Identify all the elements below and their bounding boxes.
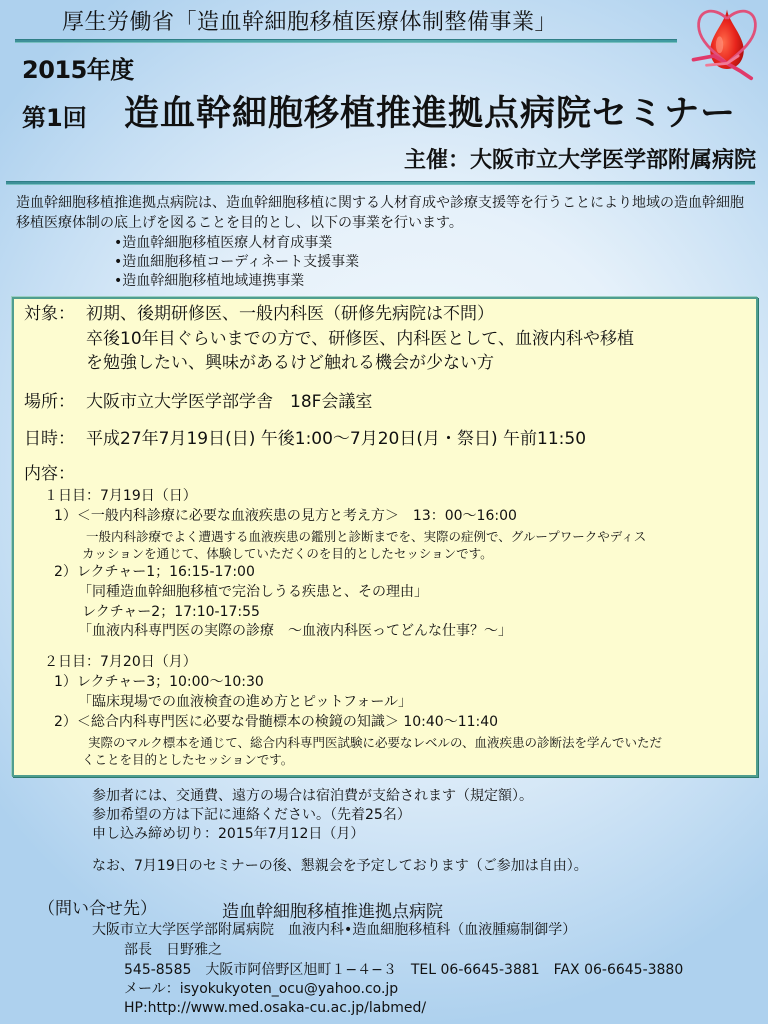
- contact-homepage-link[interactable]: HP:http://www.med.osaka-cu.ac.jp/labmed/: [124, 1000, 427, 1016]
- seminar-title: 造血幹細胞移植推進拠点病院セミナー: [124, 94, 737, 134]
- intro-text: 造血幹細胞移植推進拠点病院は、造血幹細胞移植に関する人材育成や診療支援等を行うことにより地域の造血幹細胞移植医療体制の底上げを図ることを目的とし、以下の事業を行います。: [16, 195, 744, 231]
- day1-session1-title: 1）＜一般内科診療に必要な血液疾患の見方と考え方＞ 13：00〜16:00: [54, 508, 517, 524]
- target-label: 対象：: [24, 304, 75, 324]
- contact-head: 部長 日野雅之: [124, 942, 222, 958]
- place-value: 大阪市立大学医学部学舎 18F会議室: [86, 392, 373, 412]
- day1-session1-desc: 一般内科診療でよく遭遇する血液疾患の鑑別と診断までを、実際の症例で、グループワークやディス: [86, 529, 647, 544]
- note-line: 申し込み締め切り：2015年7月12日（月）: [92, 826, 365, 842]
- day2-session2-desc: くことを目的としたセッションです。: [82, 752, 294, 767]
- day1-lecture2-title: 「血液内科専門医の実際の診療 〜血液内科医ってどんな仕事？〜」: [78, 623, 512, 639]
- contact-label: （問い合せ先）: [38, 899, 157, 919]
- day1-lecture2: レクチャー2；17:10-17:55: [82, 604, 260, 620]
- target-line: 初期、後期研修医、一般内科医（研修先病院は不問）: [86, 304, 494, 324]
- ministry-program-title: 厚生労働省「造血幹細胞移植医療体制整備事業」: [62, 10, 558, 35]
- day2-lecture3-title: 「臨床現場での血液検査の進め方とピットフォール」: [78, 694, 413, 710]
- content-label: 内容：: [24, 464, 75, 484]
- contact-department: 大阪市立大学医学部附属病院 血液内科•造血細胞移植科（血液腫瘍制御学）: [92, 922, 577, 938]
- datetime-value: 平成27年7月19日(日) 午後1:00〜7月20日(月・祭日) 午前11:50: [86, 429, 587, 449]
- seminar-details-box: [12, 297, 758, 777]
- day2-session2-desc: 実際のマルク標本を通じて、総合内科専門医試験に必要なレベルの、血液疾患の診断法を学んでいただ: [88, 735, 663, 750]
- target-line: を勉強したい、興味があるけど触れる機会が少ない方: [86, 353, 494, 373]
- program-list: [114, 234, 359, 291]
- section-divider: [6, 181, 755, 185]
- header-divider: [15, 39, 677, 43]
- organizer: 主催：大阪市立大学医学部附属病院: [403, 148, 756, 173]
- day1-lecture1-title: 「同種造血幹細胞移植で完治しうる疾患と、その理由」: [78, 584, 428, 600]
- seminar-number: 第1回: [22, 104, 87, 132]
- contact-organization: 造血幹細胞移植推進拠点病院: [222, 902, 443, 922]
- social-note: なお、7月19日のセミナーの後、懇親会を予定しております（ご参加は自由）。: [92, 858, 588, 874]
- day1-lecture1: 2）レクチャー1；16:15-17:00: [54, 564, 255, 580]
- program-item: • 造血幹細胞移植医療人材育成事業: [114, 234, 359, 253]
- fiscal-year: 2015年度: [22, 56, 134, 84]
- datetime-label: 日時：: [24, 429, 75, 449]
- target-line: 卒後10年目ぐらいまでの方で、研修医、内科医として、血液内科や移植: [86, 329, 634, 349]
- program-item: • 造血幹細胞移植地域連携事業: [114, 272, 359, 291]
- blood-drop-ribbon-icon: [686, 2, 768, 82]
- contact-address: 545-8585 大阪市阿倍野区旭町１−４−３ TEL 06-6645-3881 FAX 06-6645-3880: [124, 962, 684, 978]
- contact-email[interactable]: メール：isyokukyoten_ocu@yahoo.co.jp: [124, 981, 399, 997]
- day1-heading: １日目：7月19日（日）: [44, 488, 197, 504]
- place-label: 場所：: [24, 392, 75, 412]
- day1-session1-desc: カッションを通じて、体験していただくのを目的としたセッションです。: [82, 546, 493, 561]
- note-line: 参加希望の方は下記に連絡ください。（先着25名）: [92, 807, 411, 823]
- day2-heading: ２日目：7月20日（月）: [44, 654, 197, 670]
- program-item: • 造血細胞移植コーディネート支援事業: [114, 253, 359, 272]
- day2-session2-title: 2）＜総合内科専門医に必要な骨髄標本の検鏡の知識＞ 10:40〜11:40: [54, 714, 499, 730]
- note-line: 参加者には、交通費、遠方の場合は宿泊費が支給されます（規定額）。: [92, 788, 533, 804]
- day2-lecture3: 1）レクチャー3；10:00〜10:30: [54, 674, 264, 690]
